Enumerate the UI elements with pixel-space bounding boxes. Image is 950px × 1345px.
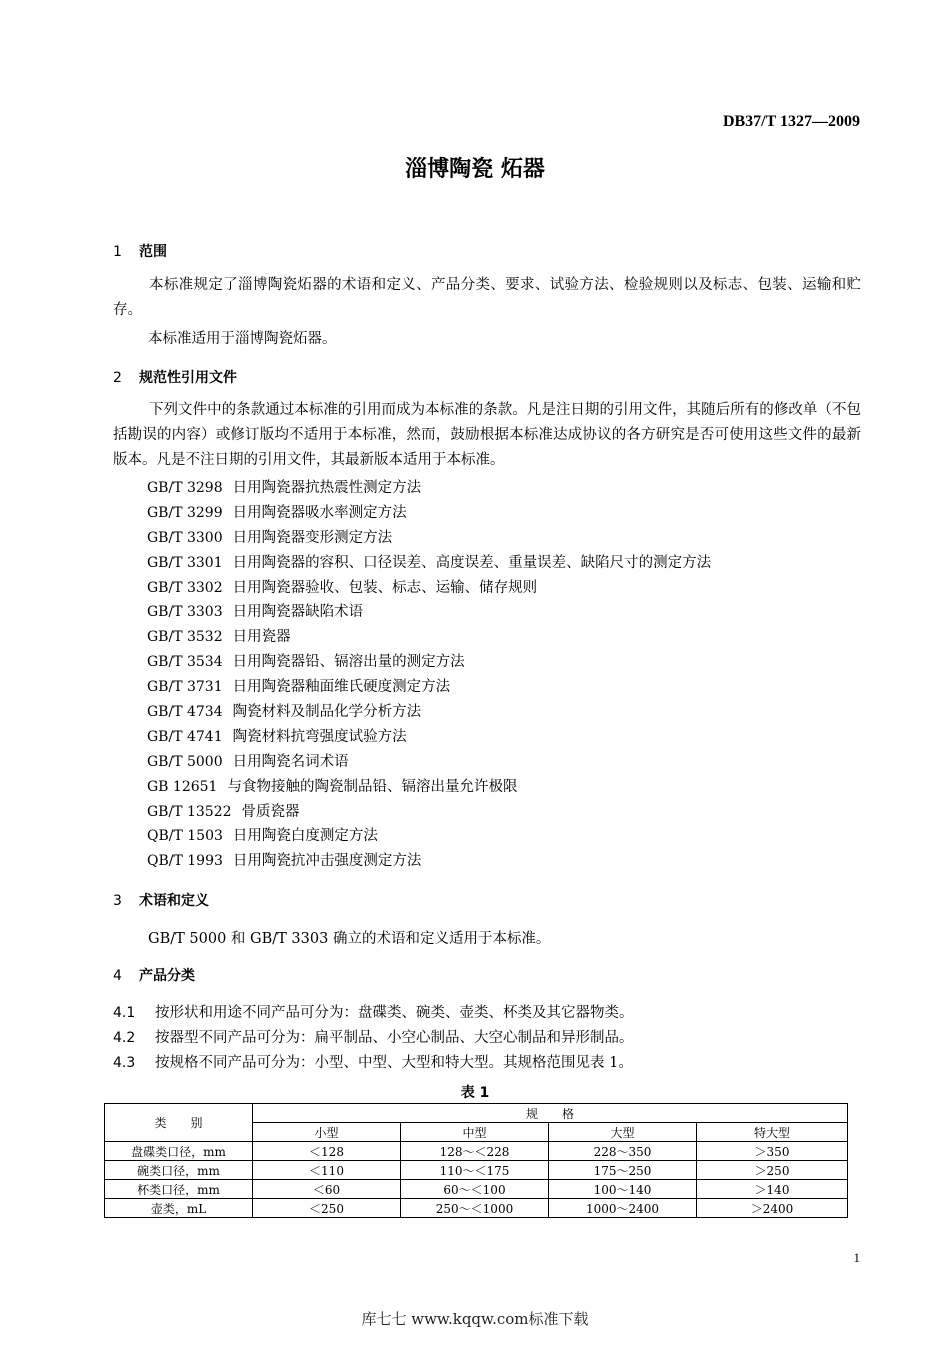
row-label: 盘碟类口径，mm <box>105 1142 253 1161</box>
reference-code: GB/T 3298 <box>147 480 223 496</box>
reference-item <box>147 750 711 775</box>
clause-text: 按器型不同产品可分为：扁平制品、小空心制品、大空心制品和异形制品。 <box>155 1030 634 1046</box>
reference-code: GB/T 3299 <box>147 504 223 521</box>
reference-code: GB/T 3731 <box>147 679 223 696</box>
reference-item <box>147 849 711 874</box>
clause-4-3 <box>113 1051 633 1072</box>
table-row <box>105 1161 848 1180</box>
reference-item <box>147 700 711 725</box>
reference-code: QB/T 1993 <box>147 853 223 870</box>
table-cell: ＞2400 <box>697 1199 848 1218</box>
section-title: 范围 <box>139 244 167 260</box>
section-title: 规范性引用文件 <box>139 370 237 386</box>
reference-item <box>147 675 711 700</box>
reference-item <box>147 600 711 625</box>
reference-title: 日用陶瓷名词术语 <box>232 753 349 770</box>
section-number: 4 <box>113 968 122 984</box>
standard-code: DB37/T 1327—2009 <box>722 113 860 130</box>
clause-4-2 <box>113 1026 634 1047</box>
table-cell: 110～＜175 <box>401 1161 549 1180</box>
reference-code: GB/T 13522 <box>147 803 232 820</box>
section-title: 产品分类 <box>139 968 195 984</box>
row-label: 杯类口径，mm <box>105 1180 253 1199</box>
section-number: 1 <box>113 244 122 260</box>
row-label: 碗类口径，mm <box>105 1161 253 1180</box>
reference-item <box>147 725 711 750</box>
reference-code: QB/T 1503 <box>147 828 223 845</box>
table-cell: 228～350 <box>549 1142 697 1161</box>
reference-code: GB/T 3534 <box>147 654 223 671</box>
section-number: 2 <box>113 370 122 386</box>
table-row <box>105 1180 848 1199</box>
section-heading-scope <box>113 241 167 261</box>
page-number: 1 <box>853 1250 860 1265</box>
table-cell: 250～＜1000 <box>401 1199 549 1218</box>
reference-title: 日用陶瓷器抗热震性测定方法 <box>232 480 422 496</box>
table-cell: ＜60 <box>253 1180 401 1199</box>
category-header: 类 别 <box>105 1104 253 1142</box>
reference-code: GB/T 4741 <box>147 728 223 745</box>
table-caption: 表 1 <box>460 1085 490 1101</box>
table-row <box>105 1142 848 1161</box>
reference-title: 与食物接触的陶瓷制品铅、镉溶出量允许极限 <box>227 778 518 795</box>
reference-title: 骨质瓷器 <box>241 803 300 820</box>
reference-code: GB/T 3301 <box>147 554 223 571</box>
table-cell: 128～＜228 <box>401 1142 549 1161</box>
reference-code: GB/T 3303 <box>147 604 223 621</box>
reference-item <box>147 824 711 849</box>
section-number: 3 <box>113 893 122 909</box>
table-cell: ＞250 <box>697 1161 848 1180</box>
column-header: 特大型 <box>697 1123 848 1142</box>
reference-list <box>147 476 711 874</box>
table-cell: ＞350 <box>697 1142 848 1161</box>
normative-refs-intro: 下列文件中的条款通过本标准的引用而成为本标准的条款。凡是注日期的引用文件，其随后所有的修改单（不包括勘误的内容）或修订版均不适用于本标准，然而，鼓励根据本标准达成协议的各方研究是否可使用这些文件的最新版本。凡是不注日期的引用文件，其最新版本适用于本标准。 <box>113 402 861 468</box>
reference-title: 日用陶瓷器的容积、口径误差、高度误差、重量误差、缺陷尺寸的测定方法 <box>232 554 712 571</box>
reference-code: GB 12651 <box>147 778 218 795</box>
clause-number: 4.1 <box>113 1005 136 1021</box>
clause-text: 按规格不同产品可分为：小型、中型、大型和特大型。其规格范围见表 1。 <box>155 1055 633 1071</box>
table-cell: ＜128 <box>253 1142 401 1161</box>
reference-item <box>147 625 711 650</box>
column-header: 中型 <box>401 1123 549 1142</box>
reference-item <box>147 476 711 501</box>
clause-number: 4.2 <box>113 1030 136 1046</box>
reference-title: 日用陶瓷器铅、镉溶出量的测定方法 <box>232 654 465 671</box>
row-label: 壶类，mL <box>105 1199 253 1218</box>
terms-text: GB/T 5000 和 GB/T 3303 确立的术语和定义适用于本标准。 <box>148 931 551 947</box>
reference-title: 日用陶瓷器变形测定方法 <box>232 529 393 546</box>
table-cell: 175～250 <box>549 1161 697 1180</box>
spec-table <box>104 1103 848 1218</box>
table-cell: ＞140 <box>697 1180 848 1199</box>
table-cell: ＜250 <box>253 1199 401 1218</box>
table-row <box>105 1199 848 1218</box>
clause-4-1 <box>113 1001 634 1022</box>
reference-title: 日用陶瓷抗冲击强度测定方法 <box>232 853 422 870</box>
clause-number: 4.3 <box>113 1055 136 1071</box>
section-heading-classification <box>113 965 195 985</box>
spec-header: 规 格 <box>253 1104 848 1123</box>
footer-watermark: 库七七 www.kqqw.com标准下载 <box>361 1310 589 1328</box>
reference-item <box>147 775 711 800</box>
reference-item <box>147 551 711 576</box>
reference-title: 日用陶瓷器缺陷术语 <box>232 604 364 621</box>
reference-title: 日用瓷器 <box>232 629 291 646</box>
reference-code: GB/T 3300 <box>147 529 223 546</box>
clause-text: 按形状和用途不同产品可分为：盘碟类、碗类、壶类、杯类及其它器物类。 <box>155 1005 634 1021</box>
section-title: 术语和定义 <box>139 893 209 909</box>
reference-title: 日用陶瓷器验收、包装、标志、运输、储存规则 <box>232 579 538 596</box>
reference-item <box>147 576 711 601</box>
section-heading-normative-refs <box>113 367 237 387</box>
reference-item <box>147 501 711 526</box>
reference-item <box>147 650 711 675</box>
reference-code: GB/T 4734 <box>147 704 223 721</box>
reference-title: 陶瓷材料抗弯强度试验方法 <box>232 728 407 745</box>
reference-code: GB/T 5000 <box>147 753 223 770</box>
reference-code: GB/T 3532 <box>147 629 223 646</box>
reference-code: GB/T 3302 <box>147 579 223 596</box>
reference-item <box>147 526 711 551</box>
reference-item <box>147 800 711 825</box>
column-header: 小型 <box>253 1123 401 1142</box>
column-header: 大型 <box>549 1123 697 1142</box>
section-heading-terms <box>113 890 209 910</box>
reference-title: 日用陶瓷器釉面维氏硬度测定方法 <box>232 679 451 696</box>
table-cell: ＜110 <box>253 1161 401 1180</box>
table-cell: 1000～2400 <box>549 1199 697 1218</box>
reference-title: 日用陶瓷器吸水率测定方法 <box>232 504 407 521</box>
table-cell: 100～140 <box>549 1180 697 1199</box>
reference-title: 日用陶瓷白度测定方法 <box>232 828 378 845</box>
table-cell: 60～＜100 <box>401 1180 549 1199</box>
document-title: 淄博陶瓷 炻器 <box>405 157 545 182</box>
reference-title: 陶瓷材料及制品化学分析方法 <box>232 704 422 721</box>
scope-paragraph-1: 本标准规定了淄博陶瓷炻器的术语和定义、产品分类、要求、试验方法、检验规则以及标志、包装、运输和贮存。 <box>113 277 861 318</box>
scope-paragraph-2: 本标准适用于淄博陶瓷炻器。 <box>148 331 337 347</box>
